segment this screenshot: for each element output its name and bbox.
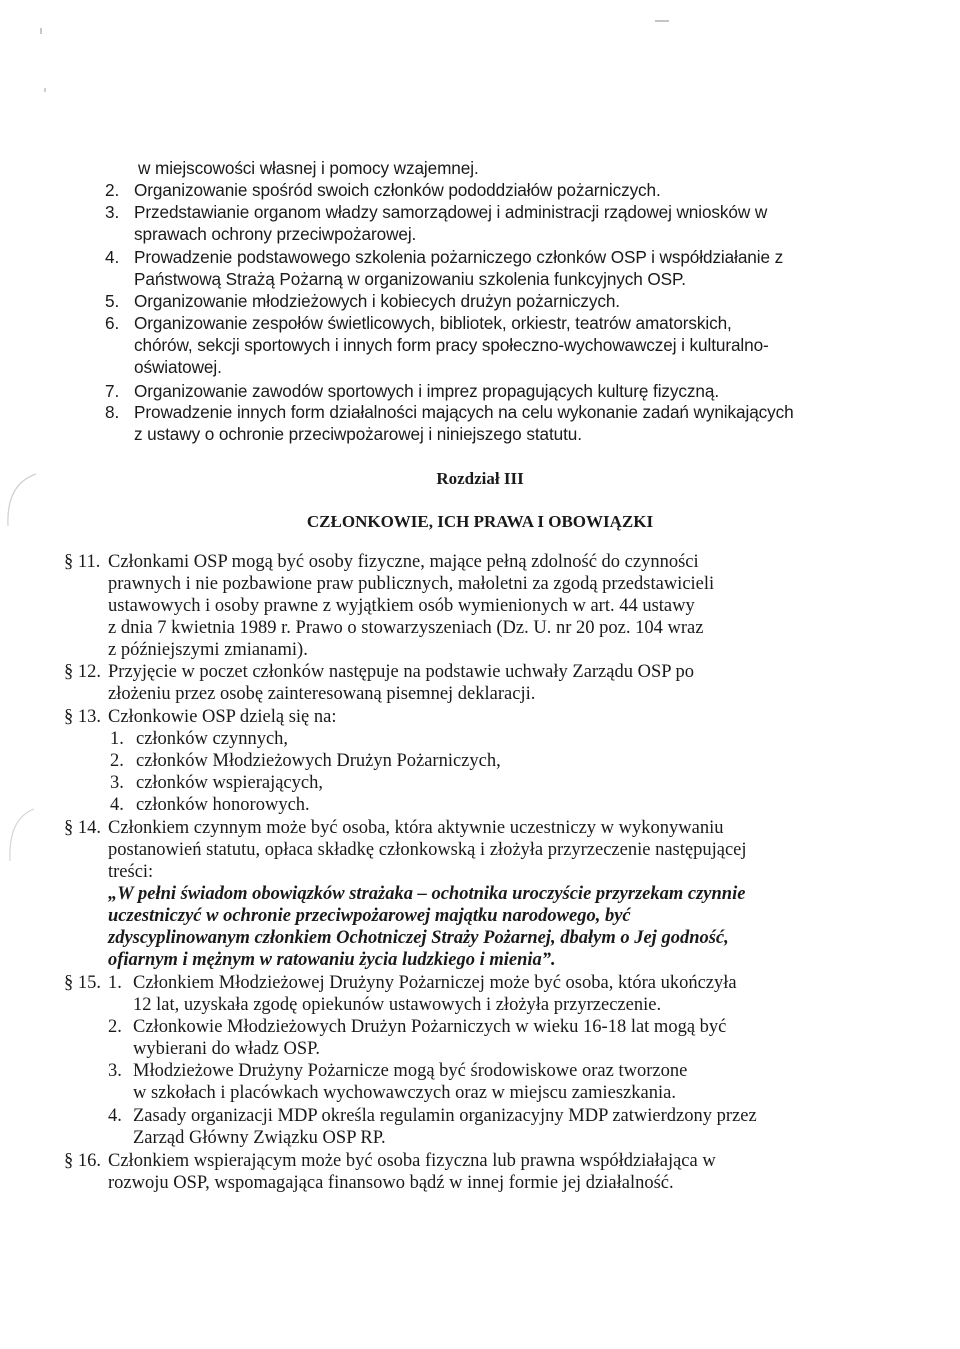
list-item: Zarząd Główny Związku OSP RP. bbox=[133, 1128, 386, 1148]
list-item: Organizowanie spośród swoich członków pododdziałów pożarniczych. bbox=[134, 180, 661, 200]
list-item: członków wspierających, bbox=[136, 773, 323, 793]
list-item: sprawach ochrony przeciwpożarowej. bbox=[134, 224, 417, 244]
list-number: 2. bbox=[105, 180, 120, 200]
paragraph-mark: § 11. bbox=[64, 552, 101, 572]
list-number: 4. bbox=[110, 795, 124, 815]
paragraph-mark: § 15. bbox=[64, 973, 101, 993]
list-item: Członkowie Młodzieżowych Drużyn Pożarniczych w wieku 16-18 lat mogą być bbox=[133, 1017, 727, 1037]
list-item: Przedstawianie organom władzy samorządowej i administracji rządowej wniosków w bbox=[134, 202, 768, 222]
list-item: w szkołach i placówkach wychowawczych oraz w miejscu zamieszkania. bbox=[133, 1083, 676, 1103]
paragraph-text: złożeniu przez osobę zainteresowaną pisemnej deklaracji. bbox=[108, 684, 536, 704]
paragraph-mark: § 13. bbox=[64, 707, 101, 727]
paragraph-mark: § 14. bbox=[64, 818, 101, 838]
list-item: członków Młodzieżowych Drużyn Pożarniczych, bbox=[136, 751, 501, 771]
list-item: członków honorowych. bbox=[136, 795, 310, 815]
list-number: 8. bbox=[105, 402, 120, 422]
list-number: 3. bbox=[105, 202, 120, 222]
list-number: 3. bbox=[110, 773, 124, 793]
paragraph-text: z późniejszymi zmianami). bbox=[108, 640, 308, 660]
list-item: wybierani do władz OSP. bbox=[133, 1039, 321, 1059]
paragraph-text: treści: bbox=[108, 862, 154, 882]
paragraph-text: Członkiem wspierającym może być osoba fizyczna lub prawna współdziałająca w bbox=[108, 1151, 716, 1171]
list-number: 2. bbox=[108, 1017, 122, 1037]
list-number: 5. bbox=[105, 291, 120, 311]
paragraph-text: postanowień statutu, opłaca składkę członkowską i złożyła przyrzeczenie następującej bbox=[108, 840, 747, 860]
list-number: 2. bbox=[110, 751, 124, 771]
list-item: członków czynnych, bbox=[136, 729, 289, 749]
list-item: Państwową Strażą Pożarną w organizowaniu szkolenia funkcyjnych OSP. bbox=[134, 269, 686, 289]
list-item: Zasady organizacji MDP określa regulamin organizacyjny MDP zatwierdzony przez bbox=[133, 1106, 757, 1126]
paragraph-text: Członkiem czynnym może być osoba, która aktywnie uczestniczy w wykonywaniu bbox=[108, 818, 724, 838]
scan-mark bbox=[44, 88, 46, 92]
oath-text: „W pełni świadom obowiązków strażaka – ochotnika uroczyście przyrzekam czynnie bbox=[108, 884, 746, 904]
paragraph-mark: § 12. bbox=[64, 662, 101, 682]
list-number: 6. bbox=[105, 313, 120, 333]
list-number: 3. bbox=[108, 1061, 122, 1081]
list-item: Organizowanie młodzieżowych i kobiecych drużyn pożarniczych. bbox=[134, 291, 620, 311]
list-number: 4. bbox=[108, 1106, 122, 1126]
list-item: oświatowej. bbox=[134, 357, 222, 377]
chapter-title: Rozdział III bbox=[436, 469, 524, 488]
oath-text: ofiarnym i mężnym w ratowaniu życia ludzkiego i mienia”. bbox=[108, 950, 556, 970]
chapter-subtitle: CZŁONKOWIE, ICH PRAWA I OBOWIĄZKI bbox=[306, 512, 654, 531]
paragraph-text: prawnych i nie pozbawione praw publicznych, małoletni za zgodą przedstawicieli bbox=[108, 574, 715, 594]
list-item: Członkiem Młodzieżowej Drużyny Pożarniczej może być osoba, która ukończyła bbox=[133, 973, 737, 993]
list-item: 12 lat, uzyskała zgodę opiekunów ustawowych i złożyła przyrzeczenie. bbox=[133, 995, 662, 1015]
list-number: 4. bbox=[105, 247, 120, 267]
continuation-line: w miejscowości własnej i pomocy wzajemnej. bbox=[138, 158, 479, 178]
paragraph-text: Członkami OSP mogą być osoby fizyczne, mające pełną zdolność do czynności bbox=[108, 552, 699, 572]
paragraph-mark: § 16. bbox=[64, 1151, 101, 1171]
list-item: Organizowanie zawodów sportowych i imprez propagujących kulturę fizyczną. bbox=[134, 381, 719, 401]
paragraph-text: Członkowie OSP dzielą się na: bbox=[108, 707, 337, 727]
paragraph-text: rozwoju OSP, wspomagająca finansowo bądź w innej formie jej działalność. bbox=[108, 1173, 674, 1193]
list-number: 1. bbox=[110, 729, 124, 749]
list-number: 1. bbox=[108, 973, 122, 993]
list-item: chórów, sekcji sportowych i innych form pracy społeczno-wychowawczej i kulturalno- bbox=[134, 335, 769, 355]
list-item: Młodzieżowe Drużyny Pożarnicze mogą być środowiskowe oraz tworzone bbox=[133, 1061, 688, 1081]
list-item: Organizowanie zespołów świetlicowych, bibliotek, orkiestr, teatrów amatorskich, bbox=[134, 313, 732, 333]
oath-text: zdyscyplinowanym członkiem Ochotniczej Straży Pożarnej, dbałym o Jej godność, bbox=[108, 928, 729, 948]
list-item: Prowadzenie innych form działalności mających na celu wykonanie zadań wynikających bbox=[134, 402, 794, 422]
scan-mark bbox=[655, 20, 669, 22]
list-number: 7. bbox=[105, 381, 120, 401]
scan-mark bbox=[40, 28, 42, 34]
list-item: Prowadzenie podstawowego szkolenia pożarniczego członków OSP i współdziałanie z bbox=[134, 247, 784, 267]
list-item: z ustawy o ochronie przeciwpożarowej i niniejszego statutu. bbox=[134, 424, 582, 444]
paragraph-text: ustawowych i osoby prawne z wyjątkiem osób wymienionych w art. 44 ustawy bbox=[108, 596, 695, 616]
paragraph-text: z dnia 7 kwietnia 1989 r. Prawo o stowarzyszeniach (Dz. U. nr 20 poz. 104 wraz bbox=[108, 618, 704, 638]
paragraph-text: Przyjęcie w poczet członków następuje na podstawie uchwały Zarządu OSP po bbox=[108, 662, 694, 682]
punch-hole-arc bbox=[0, 805, 40, 865]
oath-text: uczestniczyć w ochronie przeciwpożarowej majątku narodowego, być bbox=[108, 906, 631, 926]
